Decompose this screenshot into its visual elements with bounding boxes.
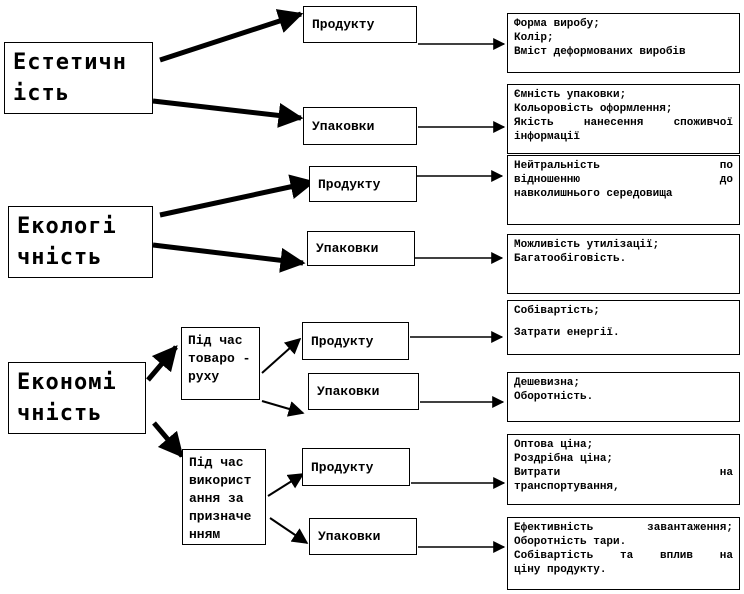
arrow-movement-to-packaging — [262, 401, 303, 413]
detail-line: Роздрібна ціна; — [514, 453, 614, 465]
category-title-line: Економі — [17, 370, 117, 395]
detail-line: Можливість утилізації; — [514, 239, 660, 251]
detail-line: Собівартість; — [514, 305, 600, 317]
ecology-packaging-details — [507, 234, 740, 294]
category-title-line: Екологі — [17, 214, 117, 239]
detail-line: транспортування, — [514, 481, 620, 493]
aspect-label: Упаковки — [312, 118, 375, 134]
detail-line: Кольоровість оформлення; — [514, 103, 673, 115]
arrow-ecology-to-packaging — [153, 245, 303, 263]
stage-label-line: призначе — [189, 509, 252, 524]
movement-packaging-box — [308, 373, 419, 410]
stage-label-line: Під час — [189, 455, 244, 470]
arrow-ecology-to-product — [160, 182, 313, 215]
category-title-line: чність — [17, 401, 103, 426]
usage-packaging-details — [507, 517, 740, 590]
detail-line: Собівартість та вплив на — [514, 550, 733, 562]
aspect-label: Упаковки — [316, 241, 379, 256]
detail-line: відношенню до — [514, 174, 733, 186]
stage-label-line: руху — [188, 369, 220, 384]
arrow-aesthetic-to-product — [160, 14, 301, 60]
detail-line: навколишнього середовища — [514, 188, 673, 200]
detail-line: Дешевизна; — [514, 377, 581, 389]
usage-packaging-box — [309, 518, 417, 555]
stage-label-line: нням — [189, 527, 221, 542]
detail-line: ціну продукту. — [514, 564, 607, 576]
detail-line: Ємність упаковки; — [514, 89, 627, 101]
detail-line: Вміст деформованих виробів — [514, 46, 686, 58]
category-title-line: ість — [13, 81, 70, 106]
stage-label-line: товаро - — [188, 351, 251, 366]
detail-line: Оборотність тари. — [514, 536, 627, 548]
movement-product-details — [507, 300, 740, 355]
detail-line: Якість нанесення споживчої — [514, 117, 733, 129]
aspect-label: Упаковки — [317, 384, 380, 399]
detail-line: Колір; — [514, 32, 554, 44]
aesthetic-packaging-box — [303, 107, 417, 145]
aspect-label: Продукту — [318, 176, 381, 192]
stage-movement-box — [181, 327, 260, 400]
stage-label-line: використ — [189, 473, 252, 488]
category-title-line: чність — [17, 245, 103, 270]
arrow-usage-to-packaging — [270, 518, 307, 543]
detail-line: Оборотність. — [514, 391, 594, 403]
aspect-label: Упаковки — [318, 529, 381, 544]
detail-line: Витрати на — [514, 467, 733, 479]
arrow-aesthetic-to-packaging — [153, 101, 301, 118]
detail-line: інформації — [514, 131, 581, 143]
ecology-packaging-box — [307, 231, 415, 266]
usage-product-box — [302, 448, 410, 486]
movement-packaging-details — [507, 372, 740, 422]
aspect-label: Продукту — [311, 459, 374, 475]
arrow-usage-to-product — [268, 474, 303, 496]
category-aesthetic — [4, 42, 153, 114]
arrow-economy-to-stage-usage — [154, 423, 182, 456]
arrow-economy-to-stage-movement — [148, 347, 176, 380]
detail-line: Форма виробу; — [514, 18, 600, 30]
category-economy — [8, 362, 146, 434]
aesthetic-packaging-details — [507, 84, 740, 154]
stage-label-line: Під час — [188, 333, 243, 348]
detail-line: Багатообіговість. — [514, 253, 627, 265]
aspect-label: Продукту — [311, 333, 374, 349]
detail-line: Затрати енергії. — [514, 327, 620, 339]
detail-line: Ефективність завантаження; — [514, 522, 733, 534]
stage-usage-box — [182, 449, 266, 545]
ecology-product-details — [507, 155, 740, 225]
stage-label-line: ання за — [189, 491, 244, 506]
aesthetic-product-box — [303, 6, 417, 43]
aesthetic-product-details — [507, 13, 740, 73]
arrow-movement-to-product — [262, 339, 300, 373]
aspect-label: Продукту — [312, 17, 375, 32]
detail-line: Оптова ціна; — [514, 439, 594, 451]
movement-product-box — [302, 322, 409, 360]
detail-line: Нейтральність по — [514, 160, 733, 172]
category-ecology — [8, 206, 153, 278]
category-title-line: Естетичн — [13, 50, 127, 75]
usage-product-details — [507, 434, 740, 505]
ecology-product-box — [309, 166, 417, 202]
